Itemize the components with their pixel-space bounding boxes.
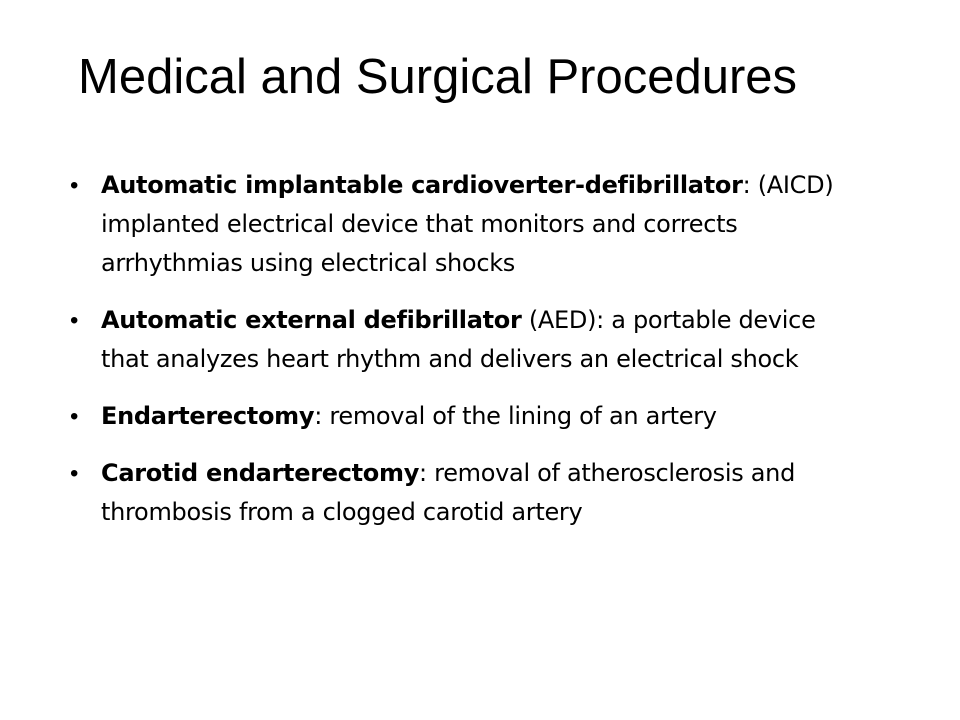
item-definition: (AED): a portable device that analyzes heart rhythm and delivers an electrical shock	[101, 306, 816, 373]
item-term: Automatic implantable cardioverter-defibrillator	[101, 171, 743, 199]
list-item	[70, 397, 870, 436]
bullet-icon: •	[70, 172, 79, 199]
list-item	[70, 166, 870, 283]
list-item	[70, 454, 870, 532]
item-definition: : removal of atherosclerosis and thrombosis from a clogged carotid artery	[101, 459, 796, 526]
item-term: Automatic external defibrillator	[101, 306, 522, 334]
slide-title: Medical and Surgical Procedures	[78, 50, 798, 104]
bullet-icon: •	[70, 307, 79, 334]
item-term: Endarterectomy	[101, 402, 315, 430]
item-definition: : removal of the lining of an artery	[314, 402, 717, 430]
bullet-list	[70, 166, 870, 550]
list-item	[70, 301, 870, 379]
bullet-icon: •	[70, 403, 79, 430]
item-definition: : (AICD) implanted electrical device that monitors and corrects arrhythmias using electrical shocks	[101, 171, 834, 277]
item-term: Carotid endarterectomy	[101, 459, 420, 487]
bullet-icon: •	[70, 460, 79, 487]
